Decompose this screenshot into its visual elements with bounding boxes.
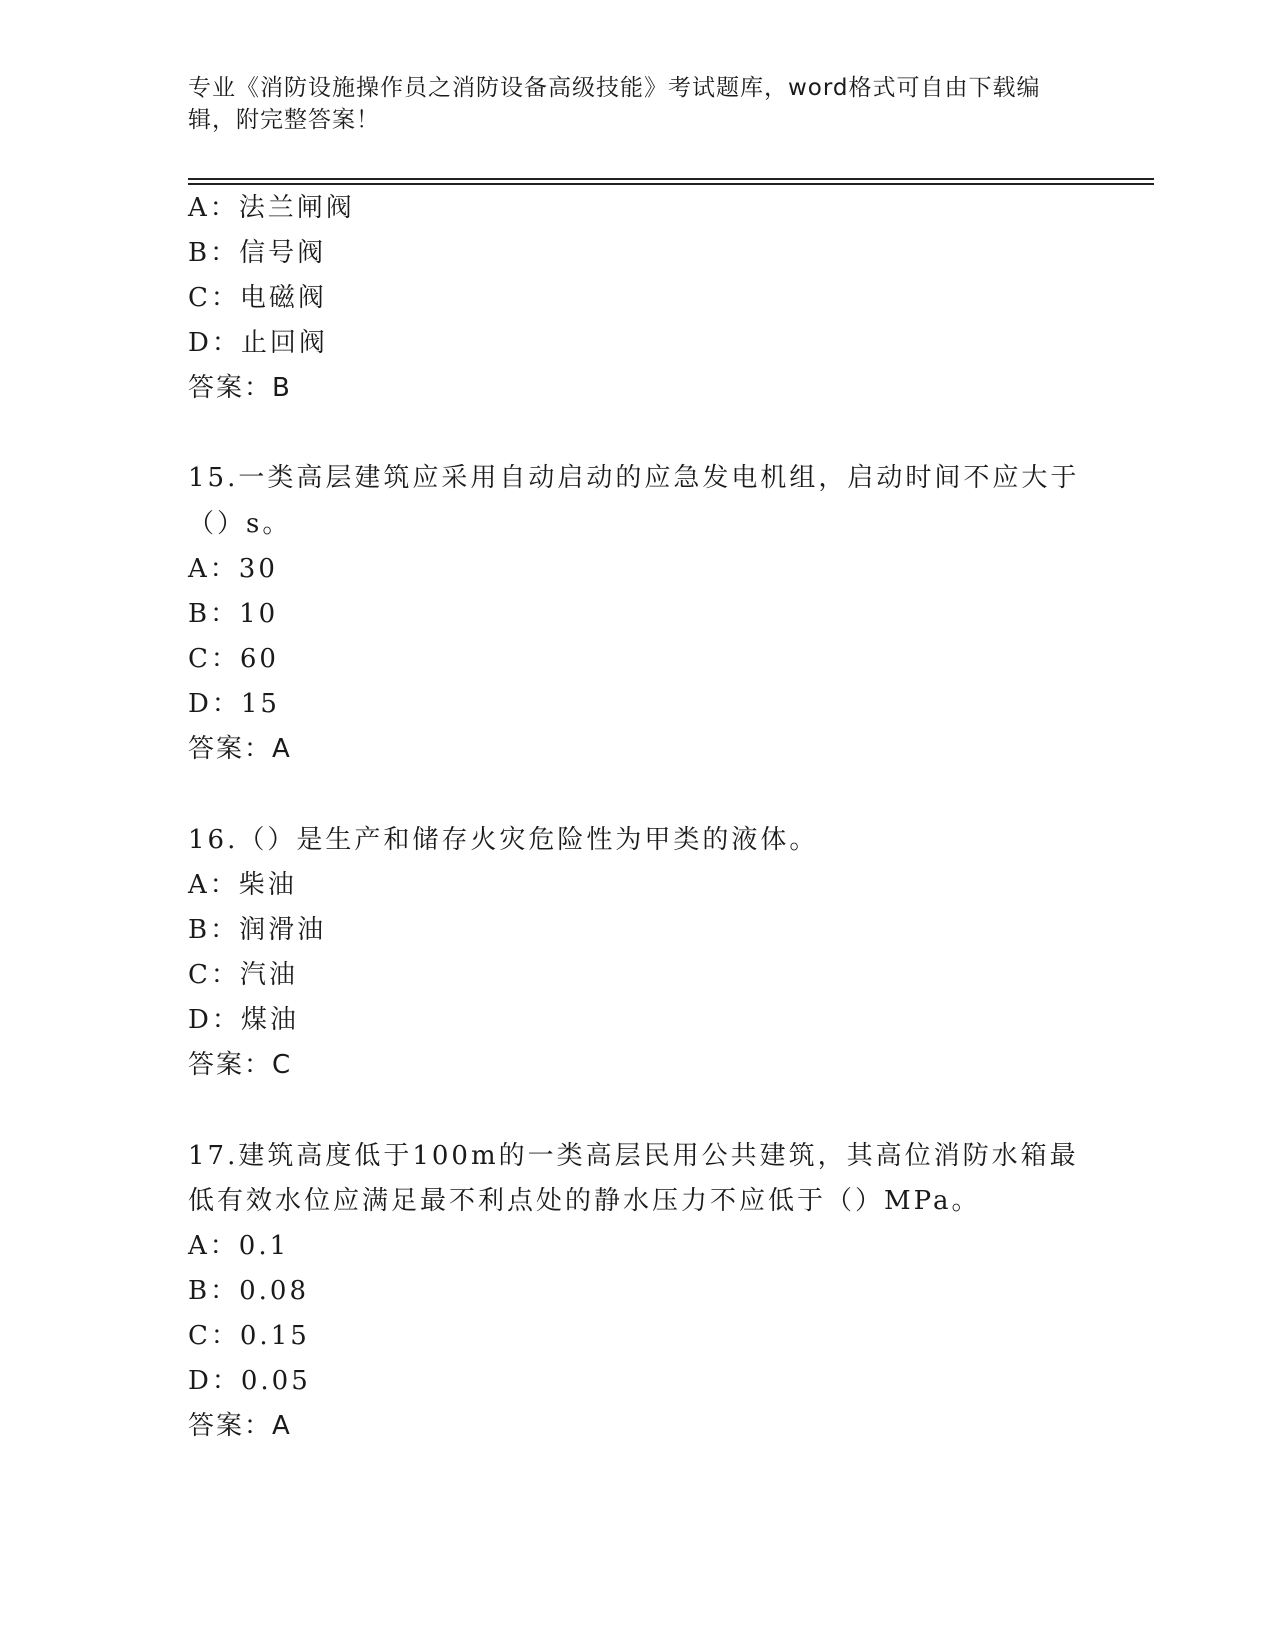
q15-option-c: C：60 xyxy=(188,644,279,674)
q17-option-a: A：0.1 xyxy=(188,1231,290,1261)
q14-option-a: A：法兰闸阀 xyxy=(188,193,355,223)
q16-option-d: D：煤油 xyxy=(188,1005,299,1035)
document-header xyxy=(188,72,1088,136)
q16-answer: 答案：C xyxy=(188,1050,293,1080)
q14-option-d: D：止回阀 xyxy=(188,328,328,358)
q16-option-b: B：润滑油 xyxy=(188,915,327,945)
q14-answer: 答案：B xyxy=(188,373,292,403)
q15-option-a: A：30 xyxy=(188,554,278,584)
q17-option-d: D：0.05 xyxy=(188,1366,311,1396)
q17-stem-line-2: 低有效水位应满足最不利点处的静水压力不应低于（）MPa。 xyxy=(188,1186,981,1216)
header-divider-bottom xyxy=(188,183,1154,185)
q16-stem-line-1: 16.（）是生产和储存火灾危险性为甲类的液体。 xyxy=(188,825,819,855)
q17-stem-line-1: 17.建筑高度低于100m的一类高层民用公共建筑，其高位消防水箱最 xyxy=(188,1141,1079,1171)
header-line-2: 辑，附完整答案！ xyxy=(188,107,380,133)
q17-option-b: B：0.08 xyxy=(188,1276,309,1306)
q15-stem-line-2: （）s。 xyxy=(188,509,292,539)
q14-option-c: C：电磁阀 xyxy=(188,283,327,313)
q15-option-b: B：10 xyxy=(188,599,279,629)
header-divider-top xyxy=(188,178,1154,180)
q16-option-a: A：柴油 xyxy=(188,870,297,900)
q16-option-c: C：汽油 xyxy=(188,960,298,990)
q17-option-c: C：0.15 xyxy=(188,1321,310,1351)
q15-answer: 答案：A xyxy=(188,734,292,764)
q15-stem-line-1: 15.一类高层建筑应采用自动启动的应急发电机组，启动时间不应大于 xyxy=(188,463,1080,493)
q14-option-b: B：信号阀 xyxy=(188,238,327,268)
q15-option-d: D：15 xyxy=(188,689,280,719)
header-line-1: 专业《消防设施操作员之消防设备高级技能》考试题库，word格式可自由下载编 xyxy=(188,75,1041,101)
q17-answer: 答案：A xyxy=(188,1411,292,1441)
